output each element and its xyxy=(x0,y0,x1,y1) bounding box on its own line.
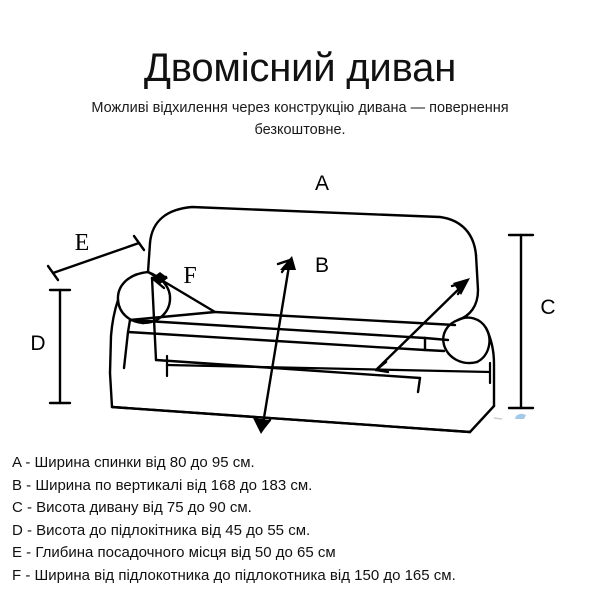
sofa-diagram xyxy=(0,160,600,445)
legend-item-b: B - Ширина по вертикалі від 168 до 183 см. xyxy=(12,476,313,494)
dimension-label-f: F xyxy=(183,263,197,289)
sofa-right-arm-outer-roll xyxy=(458,318,489,362)
sofa-skirt-front xyxy=(110,373,494,432)
legend-item-c: C - Висота дивану від 75 до 90 см. xyxy=(12,499,252,517)
legend-item-f: F - Ширина від підлокотника до підлокотника від 150 до 165 см. xyxy=(12,566,456,584)
dimension-line-e xyxy=(48,236,144,280)
legend-item-d: D - Висота до підлокітника від 45 до 55 см. xyxy=(12,521,311,539)
sofa-body-left-inner xyxy=(124,332,128,368)
sofa-left-arm-outer-roll xyxy=(118,272,148,323)
dimension-line-d xyxy=(50,290,70,403)
sofa-left-arm-top-surface xyxy=(130,272,215,320)
sofa-right-arm-scroll xyxy=(443,320,477,363)
sofa-backrest-top xyxy=(150,207,476,255)
scan-artifact xyxy=(494,414,526,419)
dimension-legend-list xyxy=(12,452,597,588)
sofa-seat-right-end xyxy=(425,338,448,340)
page-title: Двомісний диван xyxy=(143,46,457,90)
sofa-left-arm-front xyxy=(110,300,118,373)
sofa-backrest-left-edge xyxy=(148,243,150,272)
legend-item-e: E - Глибина посадочного місця від 50 до 65 см xyxy=(12,544,336,562)
dimension-label-e: E xyxy=(74,230,90,256)
dimension-label-c: C xyxy=(540,296,556,319)
dimension-line-b xyxy=(256,260,290,430)
dimension-label-b: B xyxy=(314,254,330,277)
sofa-bottom-hem xyxy=(112,407,470,432)
sofa-seat-right-end-lower xyxy=(425,350,444,351)
dimension-label-d: D xyxy=(30,332,46,355)
sofa-seat-back-edge xyxy=(215,312,455,325)
dimension-b-arrow-down xyxy=(253,418,270,434)
dimension-line-c xyxy=(509,235,533,408)
legend-item-a: A - Ширина спинки від 80 до 95 см. xyxy=(12,454,255,471)
dimension-line-a xyxy=(167,356,490,383)
page-subtitle: Можливі відхилення через конструкцію дивана — повернення безкоштовне. xyxy=(91,100,509,138)
dimension-label-a: A xyxy=(314,172,330,195)
